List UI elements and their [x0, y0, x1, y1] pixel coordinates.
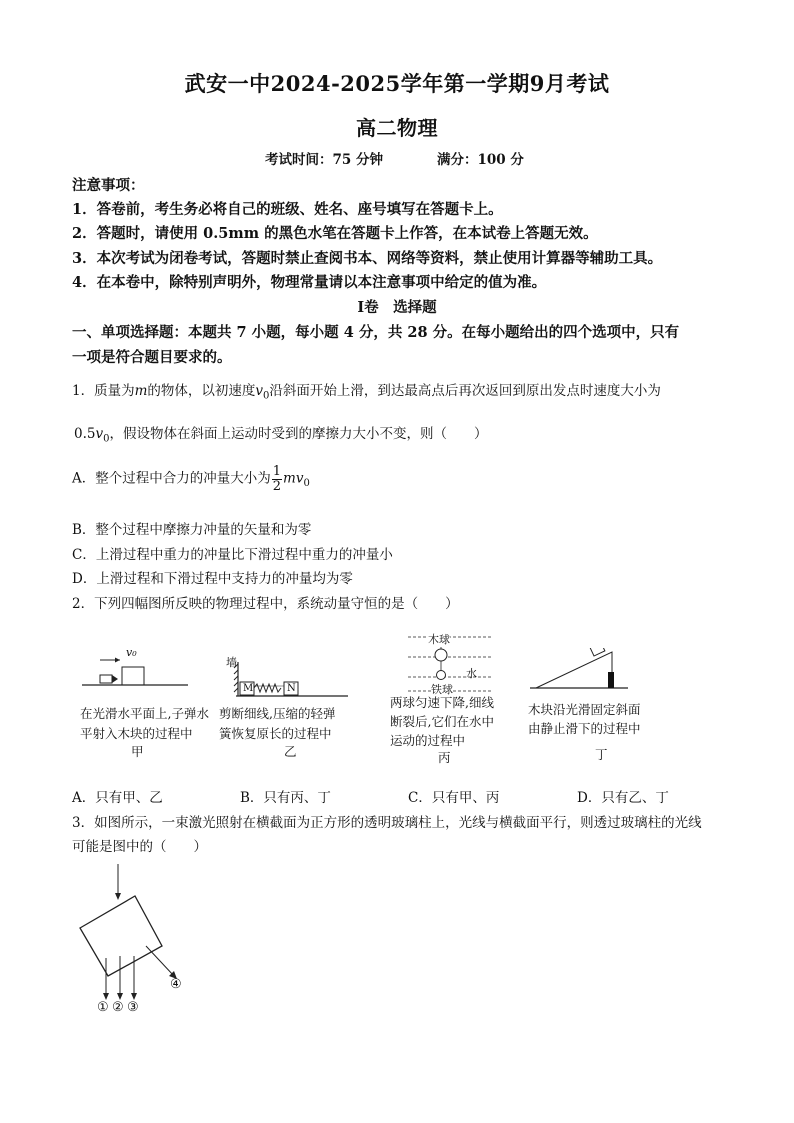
- fig-bing-wood-ball-label: 木球: [428, 633, 450, 646]
- q2-option-d: D．只有乙、丁: [577, 790, 669, 806]
- q1-v0-symbol-2: v: [95, 426, 104, 442]
- q1-v0-sub: 0: [263, 390, 270, 402]
- q1-option-a-sub: 0: [303, 478, 310, 490]
- q3-prism-figure: [72, 860, 202, 1020]
- note-item-2: 2．答题时，请使用 0.5mm 的黑色水笔在答题卡上作答，在本试卷上答题无效。: [72, 225, 598, 242]
- glass-prism-diagram: [72, 860, 202, 1020]
- fig-bing-name: 丙: [438, 750, 451, 765]
- q1-stem-c: 沿斜面开始上滑，到达最高点后再次返回到原出发点时速度大小为: [269, 383, 661, 399]
- q3-stem-line1: 3．如图所示，一束激光照射在横截面为正方形的透明玻璃柱上，光线与横截面平行，则透过玻璃柱的光线: [72, 815, 702, 831]
- q3-label-1: ①: [97, 1000, 109, 1015]
- section-instruction-1: 一、单项选择题：本题共 7 小题，每小题 4 分，共 28 分。在每小题给出的四个选项中，只有: [72, 324, 680, 341]
- fig-ding-name: 丁: [595, 747, 608, 762]
- fig-jia-v0-label: v₀: [126, 646, 137, 659]
- q1-option-a-text: A．整个过程中合力的冲量大小为: [72, 470, 271, 487]
- q1-option-c: C．上滑过程中重力的冲量比下滑过程中重力的冲量小: [72, 547, 393, 563]
- q2-option-c: C．只有甲、丙: [408, 790, 500, 806]
- q2-stem: 2．下列四幅图所反映的物理过程中，系统动量守恒的是（ ）: [72, 596, 459, 612]
- q1-v0-sub-2: 0: [103, 433, 110, 445]
- fig-yi-M-label: M: [243, 683, 254, 694]
- bullet-block-diagram: [78, 652, 218, 694]
- q3-label-4: ④: [170, 977, 182, 992]
- q1-frac-den: 2: [272, 479, 282, 494]
- fig-yi-wall-label: 墙: [226, 656, 237, 669]
- fig-bing-caption-3: 运动的过程中: [390, 733, 466, 748]
- section-title: Ⅰ卷 选择题: [357, 299, 437, 316]
- fig-yi-N-label: N: [287, 683, 296, 694]
- fig-ding-caption-1: 木块沿光滑固定斜面: [528, 702, 641, 717]
- q1-mass-symbol: m: [134, 383, 148, 399]
- fig-jia-caption-1: 在光滑水平面上,子弹水: [80, 706, 209, 721]
- fig-bing-iron-ball-label: 铁球: [431, 683, 453, 696]
- fig-jia-name: 甲: [131, 744, 144, 759]
- fig-yi-caption-2: 簧恢复原长的过程中: [219, 726, 332, 741]
- fig-ding-caption-2: 由静止滑下的过程中: [528, 721, 641, 736]
- exam-title: 武安一中2024-2025学年第一学期9月考试: [184, 71, 610, 96]
- incline-block-diagram: [528, 648, 668, 696]
- full-score: 满分：100 分: [437, 152, 524, 168]
- exam-time: 考试时间：75 分钟: [265, 152, 383, 168]
- q3-stem-line2: 可能是图中的（ ）: [72, 839, 207, 855]
- q1-option-a-fraction: [272, 465, 282, 493]
- section-instruction-2: 一项是符合题目要求的。: [72, 349, 232, 366]
- q2-figure-ding: [528, 648, 668, 768]
- q1-option-d: D．上滑过程和下滑过程中支持力的冲量均为零: [72, 571, 353, 587]
- q1-option-b: B．整个过程中摩擦力冲量的矢量和为零: [72, 522, 312, 538]
- fig-yi-name: 乙: [284, 744, 297, 759]
- q1-option-a-mv: mv: [283, 470, 304, 487]
- q2-figure-jia: [78, 646, 218, 767]
- q1-stem-b: 的物体，以初速度: [147, 383, 256, 399]
- fig-jia-caption-2: 平射入木块的过程中: [80, 726, 193, 741]
- q2-option-b: B．只有丙、丁: [240, 790, 331, 806]
- fig-bing-caption-2: 断裂后,它们在水中: [390, 714, 494, 729]
- q1-frac-num: 1: [272, 464, 282, 479]
- note-item-1: 1．答卷前，考生务必将自己的班级、姓名、座号填写在答题卡上。: [72, 201, 503, 218]
- q3-label-2: ②: [112, 1000, 124, 1015]
- q2-option-a: A．只有甲、乙: [72, 790, 163, 806]
- q1-stem-d: ，假设物体在斜面上运动时受到的摩擦力大小不变，则（ ）: [109, 426, 488, 442]
- q2-figure-yi: [218, 658, 358, 768]
- subject-title: 高二物理: [356, 116, 438, 140]
- fig-bing-water-label: 水: [466, 667, 477, 680]
- q1-option-a: [72, 465, 310, 493]
- q1-stem-a: 1．质量为: [72, 383, 135, 399]
- note-item-3: 3．本次考试为闭卷考试，答题时禁止查阅书本、网络等资料，禁止使用计算器等辅助工具。: [72, 250, 663, 267]
- note-item-4: 4．在本卷中，除特别声明外，物理常量请以本注意事项中给定的值为准。: [72, 274, 547, 291]
- q1-stem-line1: [72, 379, 661, 402]
- fig-yi-caption-1: 剪断细线,压缩的轻弹: [219, 706, 336, 721]
- balls-in-water-diagram: [388, 631, 518, 697]
- q2-figure-bing: [388, 631, 518, 766]
- fig-bing-caption-1: 两球匀速下降,细线: [390, 695, 494, 710]
- q1-v0-symbol: v: [255, 383, 264, 399]
- q3-label-3: ③: [127, 1000, 139, 1015]
- notes-heading: 注意事项：: [72, 177, 145, 194]
- q1-stem-line2: [74, 422, 488, 445]
- q1-half: 0.5: [74, 426, 96, 442]
